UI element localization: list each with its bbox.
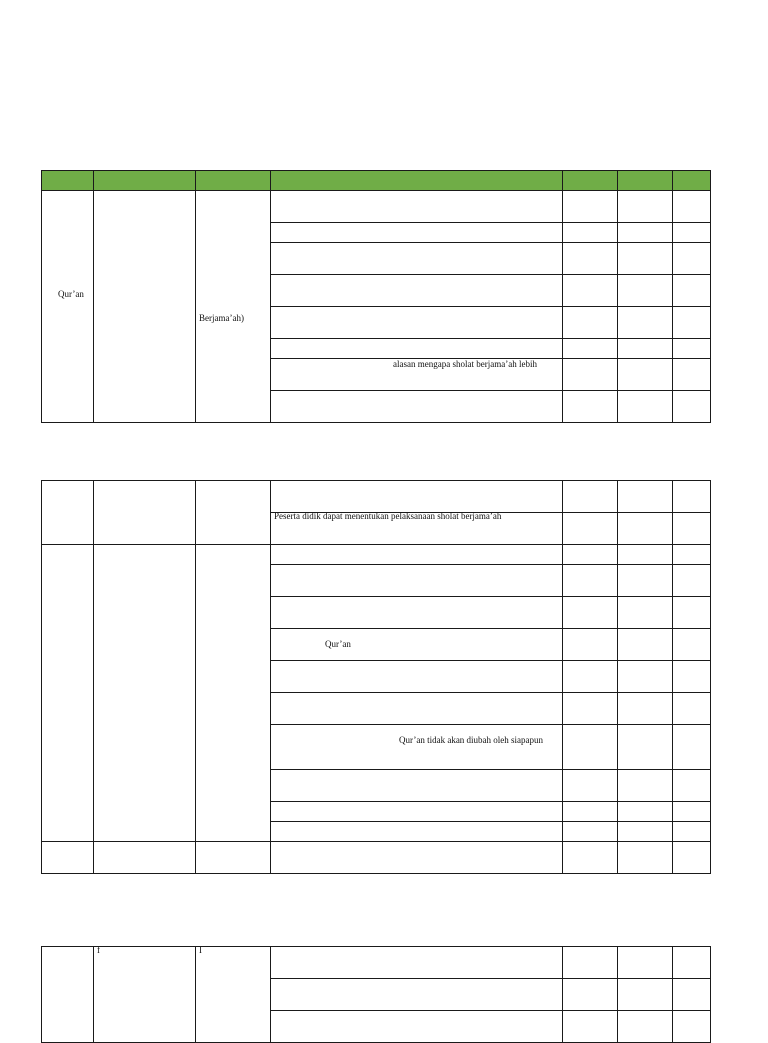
header-cell-2 — [94, 171, 196, 191]
header-cell-4 — [271, 171, 563, 191]
score-cell — [673, 307, 711, 339]
indicator-cell — [271, 822, 563, 842]
score-cell — [563, 481, 618, 513]
score-cell — [618, 947, 673, 979]
indicator-cell — [271, 223, 563, 243]
score-cell — [618, 243, 673, 275]
competency-cell — [42, 545, 94, 842]
score-cell — [563, 565, 618, 597]
indicator-cell — [271, 513, 563, 545]
score-cell — [618, 770, 673, 802]
score-cell — [563, 770, 618, 802]
score-cell — [563, 802, 618, 822]
score-cell — [563, 191, 618, 223]
score-cell — [563, 842, 618, 874]
assessment-table-3 — [41, 946, 711, 1043]
score-cell — [563, 275, 618, 307]
indicator-cell — [271, 307, 563, 339]
material-cell — [94, 947, 196, 1043]
score-cell — [673, 275, 711, 307]
score-cell — [673, 725, 711, 770]
score-cell — [618, 822, 673, 842]
score-cell — [673, 693, 711, 725]
table-row — [42, 191, 711, 223]
score-cell — [563, 725, 618, 770]
topic-cell — [196, 191, 271, 423]
score-cell — [673, 597, 711, 629]
topic-cell — [196, 545, 271, 842]
score-cell — [618, 802, 673, 822]
indicator-text: alasan mengapa sholat berjama’ah lebih — [393, 359, 537, 369]
indicator-cell — [271, 391, 563, 423]
score-cell — [618, 275, 673, 307]
topic-cell — [196, 481, 271, 545]
material-mark: f — [97, 946, 100, 955]
indicator-cell — [271, 481, 563, 513]
score-cell — [563, 1011, 618, 1043]
score-cell — [618, 597, 673, 629]
score-cell — [563, 513, 618, 545]
score-cell — [618, 391, 673, 423]
score-cell — [618, 565, 673, 597]
material-cell — [94, 481, 196, 545]
score-cell — [618, 223, 673, 243]
indicator-cell — [271, 339, 563, 359]
indicator-cell — [271, 545, 563, 565]
indicator-cell — [271, 597, 563, 629]
score-cell — [618, 661, 673, 693]
score-cell — [673, 979, 711, 1011]
table-row — [42, 947, 711, 979]
assessment-table-1 — [41, 170, 711, 423]
indicator-cell — [271, 191, 563, 223]
material-cell — [94, 191, 196, 423]
score-cell — [563, 339, 618, 359]
score-cell — [563, 947, 618, 979]
competency-cell — [42, 947, 94, 1043]
score-cell — [673, 947, 711, 979]
score-cell — [563, 597, 618, 629]
indicator-cell — [271, 693, 563, 725]
score-cell — [673, 1011, 711, 1043]
indicator-cell — [271, 725, 563, 770]
table-1-header-row — [42, 171, 711, 191]
competency-cell — [42, 191, 94, 423]
score-cell — [618, 629, 673, 661]
score-cell — [673, 391, 711, 423]
score-cell — [673, 359, 711, 391]
topic-mark: I — [199, 946, 202, 955]
competency-text: Qur’an — [58, 289, 84, 299]
score-cell — [673, 565, 711, 597]
score-cell — [618, 693, 673, 725]
indicator-text: Qur’an tidak akan diubah oleh siapapun — [399, 735, 544, 745]
indicator-cell — [271, 275, 563, 307]
indicator-text: Qur’an — [325, 639, 351, 649]
score-cell — [618, 842, 673, 874]
indicator-cell — [271, 842, 563, 874]
score-cell — [673, 661, 711, 693]
score-cell — [563, 307, 618, 339]
score-cell — [673, 339, 711, 359]
score-cell — [563, 545, 618, 565]
score-cell — [673, 545, 711, 565]
topic-text: Berjama’ah) — [199, 313, 244, 323]
score-cell — [673, 223, 711, 243]
indicator-cell — [271, 802, 563, 822]
indicator-cell — [271, 565, 563, 597]
score-cell — [673, 802, 711, 822]
material-cell — [94, 842, 196, 874]
score-cell — [563, 359, 618, 391]
score-cell — [673, 842, 711, 874]
material-cell — [94, 545, 196, 842]
table-row — [42, 481, 711, 513]
score-cell — [563, 693, 618, 725]
score-cell — [618, 191, 673, 223]
indicator-cell — [271, 1011, 563, 1043]
score-cell — [673, 513, 711, 545]
score-cell — [563, 629, 618, 661]
score-cell — [618, 359, 673, 391]
score-cell — [673, 629, 711, 661]
score-cell — [618, 545, 673, 565]
indicator-text: Peserta didik dapat menentukan pelaksanaan sholat berjama’ah — [274, 512, 502, 521]
score-cell — [563, 243, 618, 275]
score-cell — [673, 822, 711, 842]
score-cell — [563, 661, 618, 693]
score-cell — [618, 979, 673, 1011]
header-cell-5 — [563, 171, 618, 191]
indicator-cell — [271, 661, 563, 693]
topic-cell — [196, 947, 271, 1043]
indicator-cell — [271, 770, 563, 802]
score-cell — [563, 391, 618, 423]
indicator-cell — [271, 243, 563, 275]
score-cell — [618, 481, 673, 513]
score-cell — [673, 770, 711, 802]
header-cell-1 — [42, 171, 94, 191]
topic-cell — [196, 842, 271, 874]
header-cell-6 — [618, 171, 673, 191]
score-cell — [673, 191, 711, 223]
score-cell — [563, 822, 618, 842]
indicator-cell — [271, 947, 563, 979]
assessment-table-2 — [41, 480, 711, 874]
score-cell — [673, 243, 711, 275]
score-cell — [618, 725, 673, 770]
header-cell-7 — [673, 171, 711, 191]
score-cell — [618, 1011, 673, 1043]
score-cell — [618, 307, 673, 339]
table-row — [42, 545, 711, 565]
competency-cell — [42, 842, 94, 874]
indicator-cell — [271, 629, 563, 661]
score-cell — [673, 481, 711, 513]
table-row — [42, 842, 711, 874]
score-cell — [563, 223, 618, 243]
indicator-cell — [271, 359, 563, 391]
score-cell — [618, 513, 673, 545]
competency-cell — [42, 481, 94, 545]
score-cell — [618, 339, 673, 359]
header-cell-3 — [196, 171, 271, 191]
score-cell — [563, 979, 618, 1011]
indicator-cell — [271, 979, 563, 1011]
